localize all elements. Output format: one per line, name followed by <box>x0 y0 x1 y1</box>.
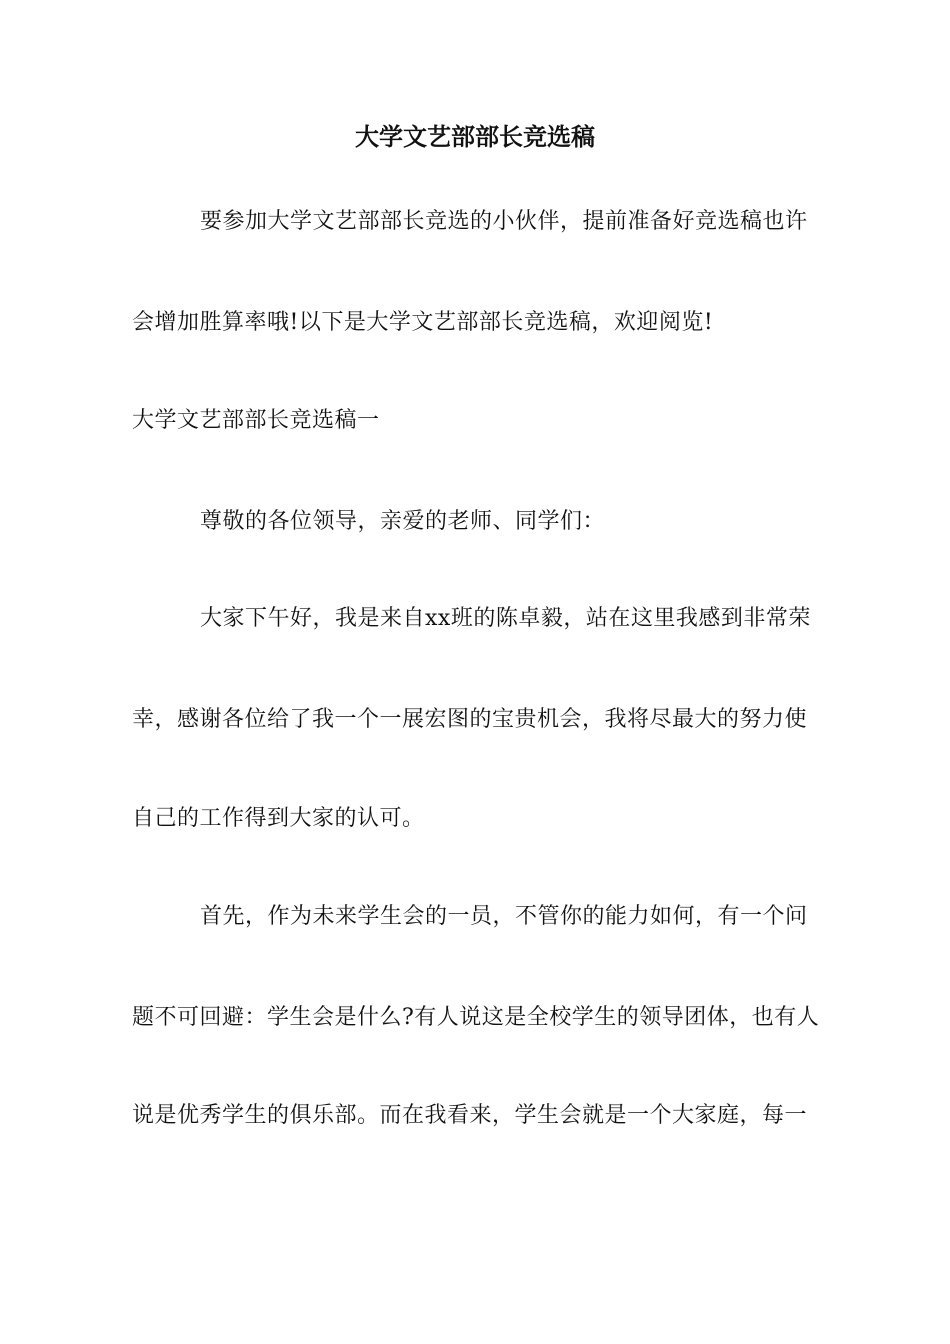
paragraph-line: 会增加胜算率哦!以下是大学文艺部部长竞选稿，欢迎阅览! <box>132 310 714 335</box>
section-heading: 大学文艺部部长竞选稿一 <box>132 408 380 433</box>
paragraph-line: 首先，作为未来学生会的一员，不管你的能力如何，有一个问 <box>200 904 808 929</box>
paragraph-line: 自己的工作得到大家的认可。 <box>132 806 425 831</box>
paragraph-line: 尊敬的各位领导，亲爱的老师、同学们： <box>200 509 606 534</box>
paragraph-line: 大家下午好，我是来自xx班的陈卓毅，站在这里我感到非常荣 <box>200 606 811 631</box>
document-title: 大学文艺部部长竞选稿 <box>355 123 595 151</box>
paragraph-line: 说是优秀学生的俱乐部。而在我看来，学生会就是一个大家庭，每一 <box>132 1103 808 1128</box>
paragraph-line: 幸，感谢各位给了我一个一展宏图的宝贵机会，我将尽最大的努力使 <box>132 707 808 732</box>
paragraph-line: 题不可回避：学生会是什么?有人说这是全校学生的领导团体，也有人 <box>132 1005 820 1030</box>
paragraph-line: 要参加大学文艺部部长竞选的小伙伴，提前准备好竞选稿也许 <box>200 209 808 234</box>
